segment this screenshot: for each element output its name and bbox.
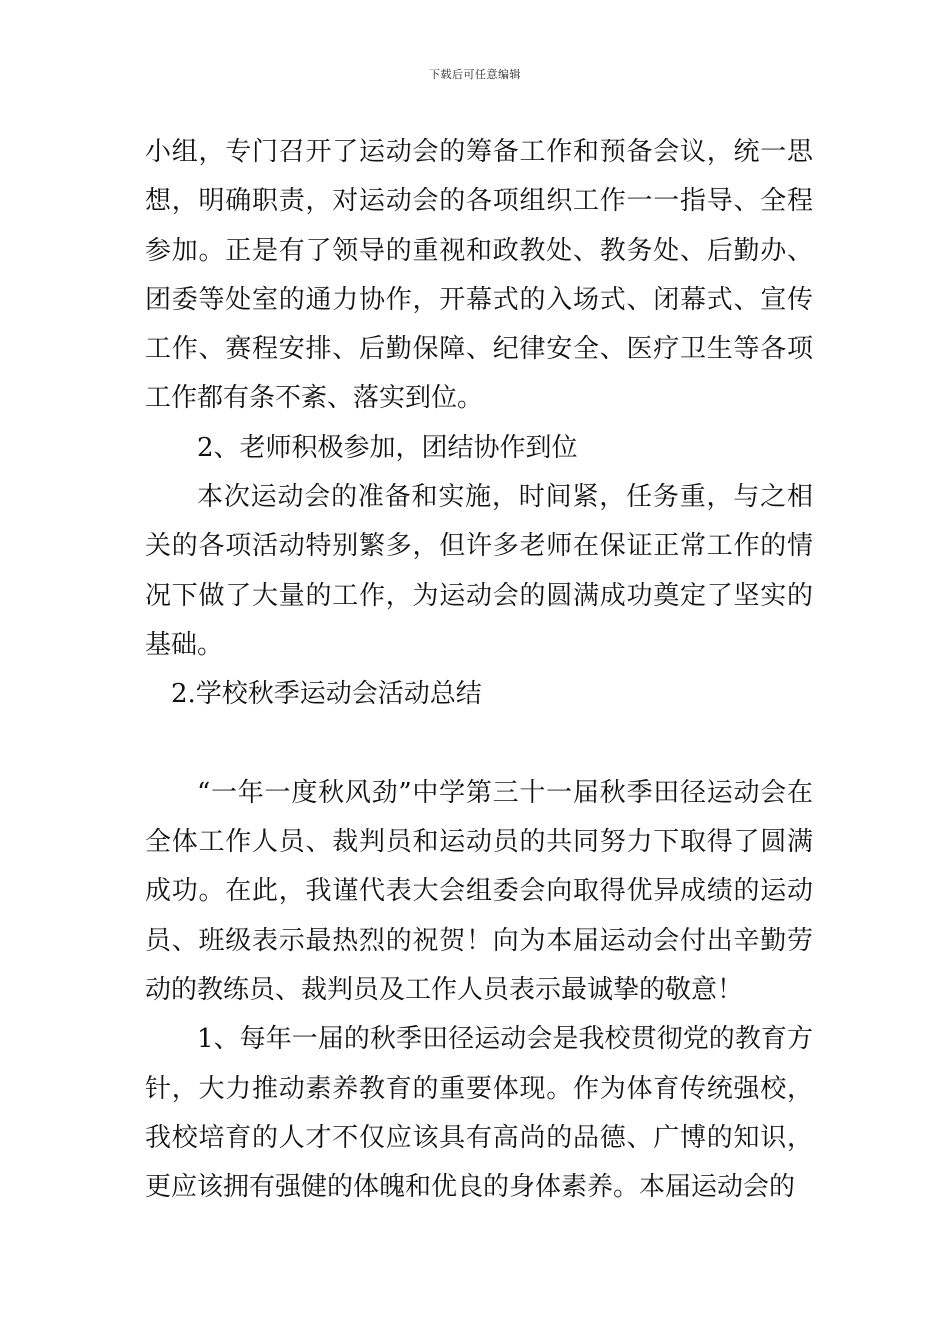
document-body	[145, 128, 813, 1213]
page-header-note: 下载后可任意编辑	[429, 68, 521, 81]
blank-line	[145, 720, 813, 769]
paragraph-summary-intro: “一年一度秋风劲”中学第三十一届秋季田径运动会在全体工作人员、裁判员和运动员的共同努力下取得了圆满成功。在此，我谨代表大会组委会向取得优异成绩的运动员、班级表示最热烈的祝贺！向为本届运动会付出辛勤劳动的教练员、裁判员及工作人员表示最诚挚的敬意！	[145, 777, 813, 1006]
paragraph-teachers-body: 本次运动会的准备和实施，时间紧，任务重，与之相关的各项活动特别繁多，但许多老师在保证正常工作的情况下做了大量的工作，为运动会的圆满成功奠定了坚实的基础。	[145, 482, 813, 660]
paragraph-organization: 小组，专门召开了运动会的筹备工作和预备会议，统一思想，明确职责，对运动会的各项组织工作一一指导、全程参加。正是有了领导的重视和政教处、教务处、后勤办、团委等处室的通力协作，开幕式的入场式、闭幕式、宣传工作、赛程安排、后勤保障、纪律安全、医疗卫生等各项工作都有条不紊、落实到位。	[145, 137, 813, 414]
paragraph-teachers-heading: 2、老师积极参加，团结协作到位	[197, 432, 578, 463]
paragraph-summary-point-1: 1、每年一届的秋季田径运动会是我校贯彻党的教育方针，大力推动素养教育的重要体现。作为体育传统强校，我校培育的人才不仅应该具有高尚的品德、广博的知识，更应该拥有强健的体魄和优良的身体素养。本届运动会的	[145, 1024, 813, 1203]
section-heading: 2.学校秋季运动会活动总结	[171, 679, 482, 710]
